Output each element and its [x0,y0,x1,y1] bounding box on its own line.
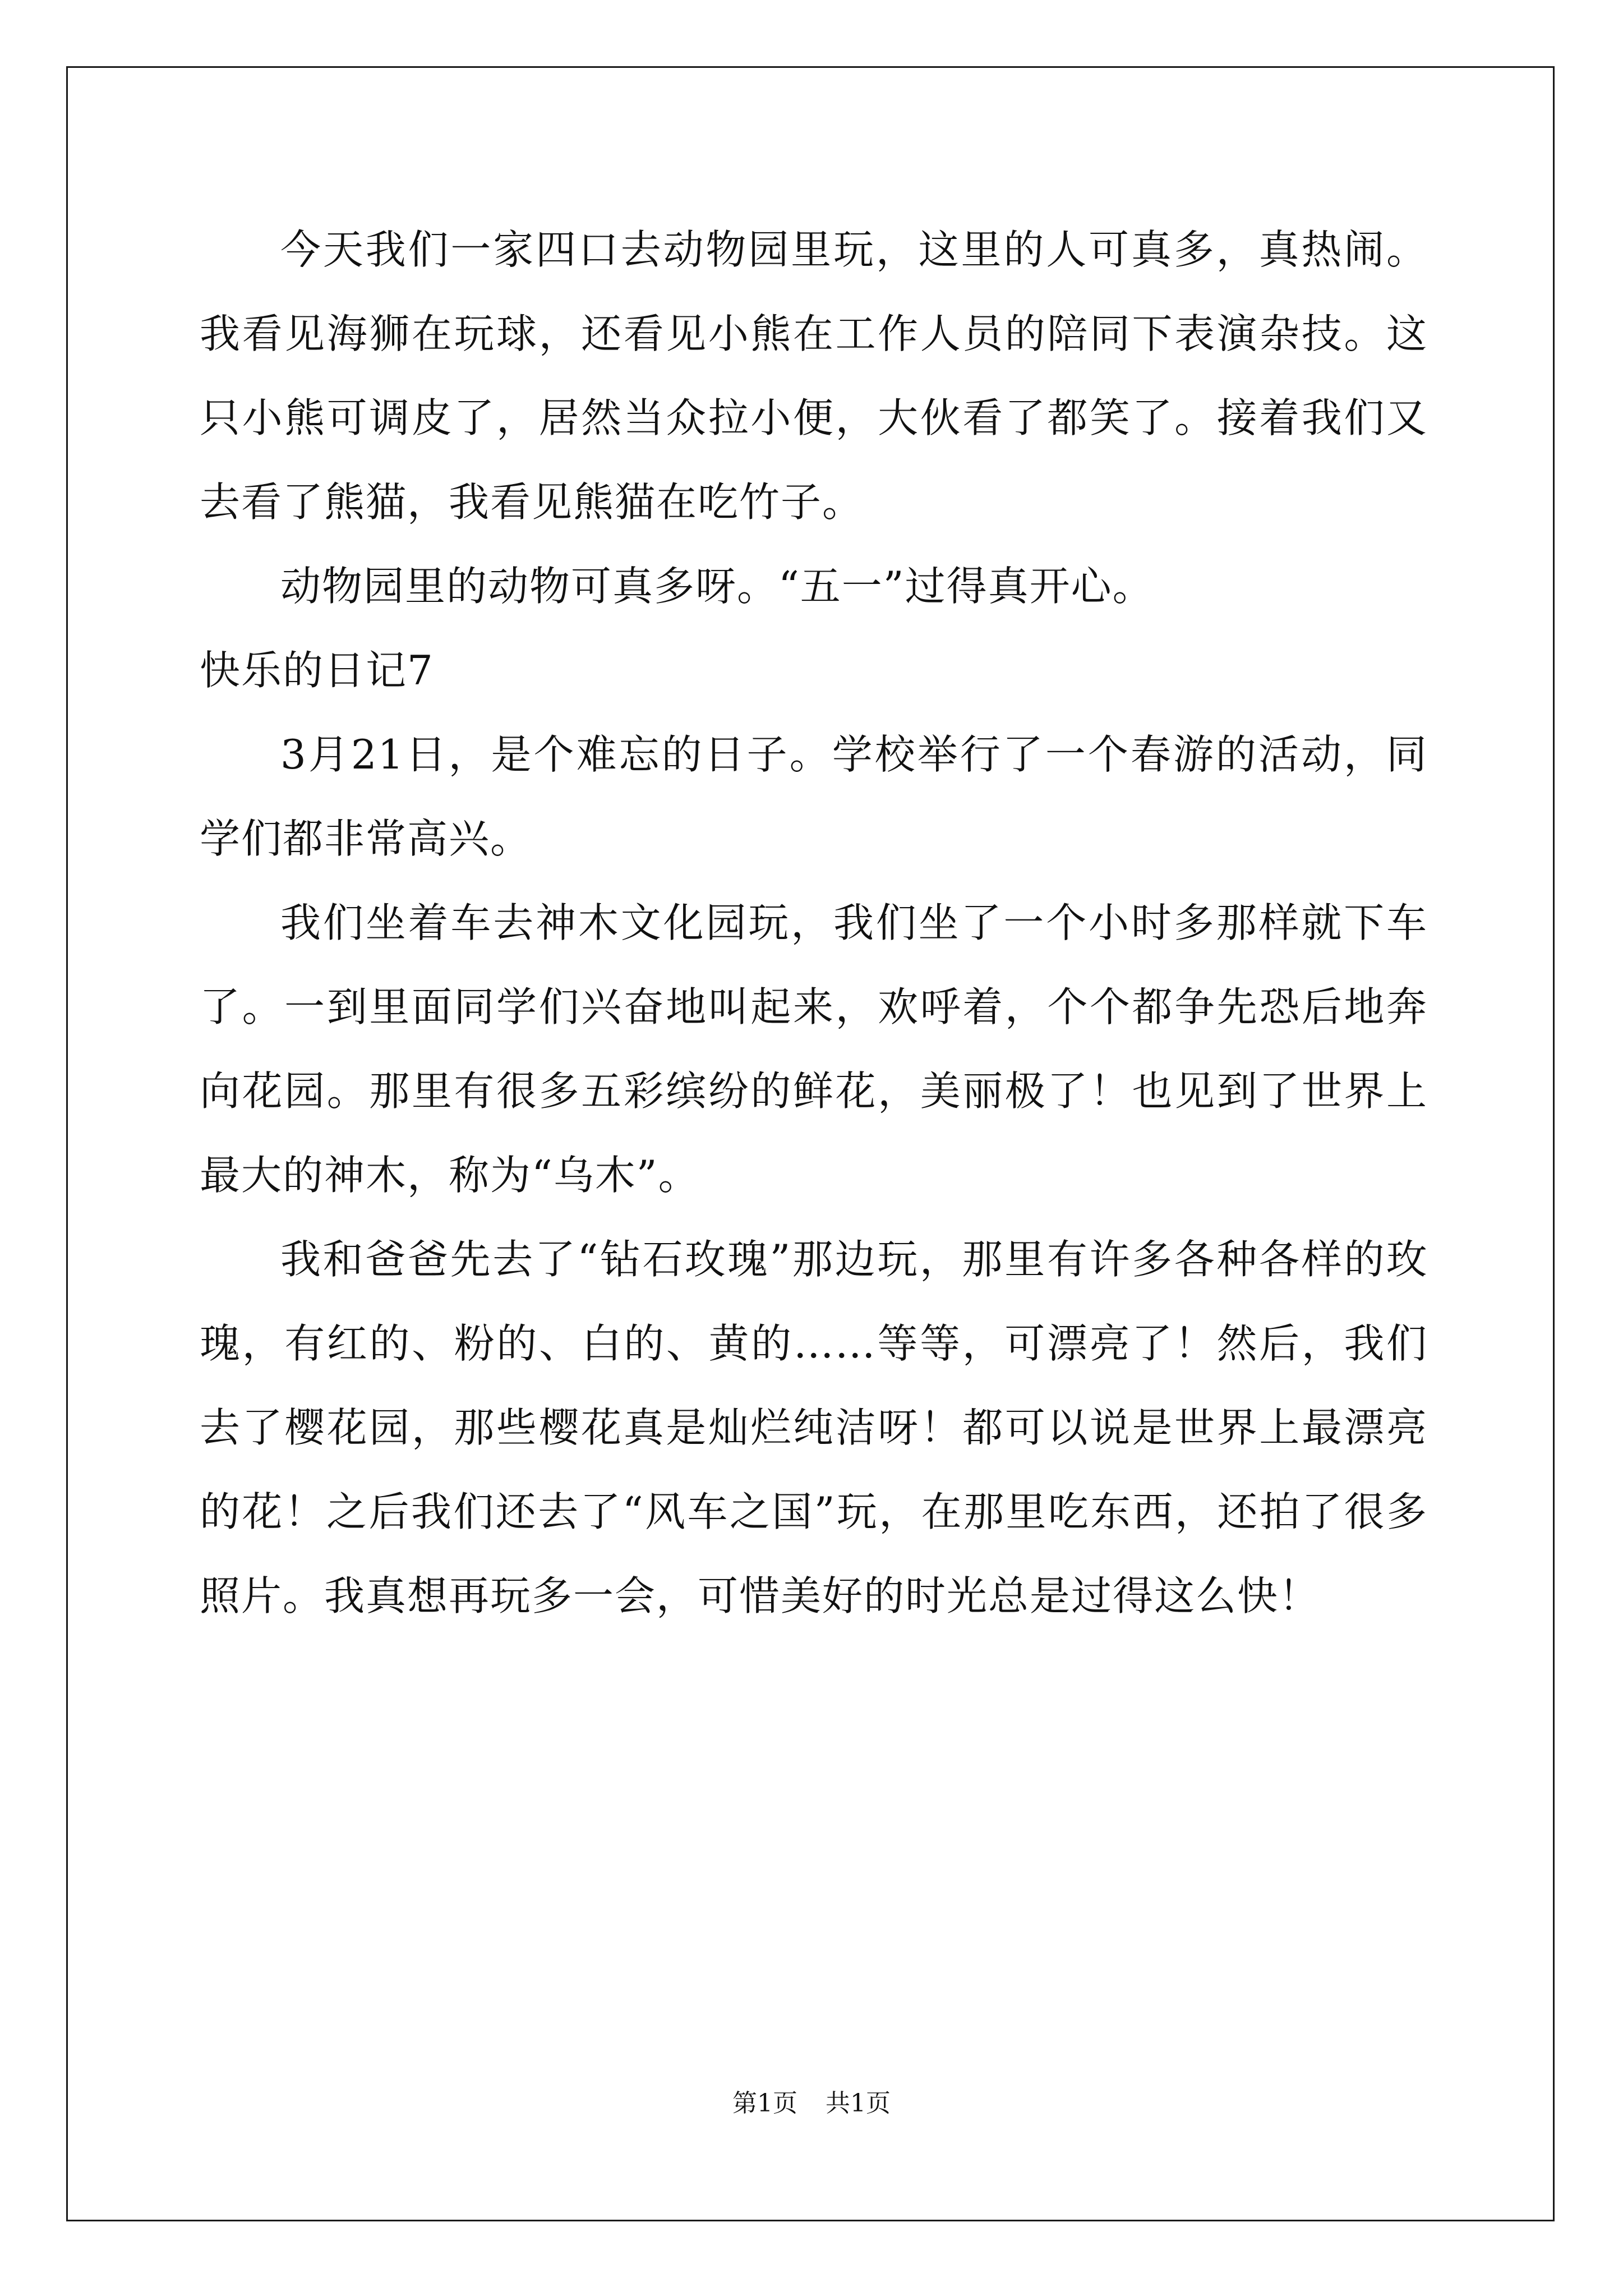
page-number-current: 第1页 [732,2089,797,2118]
paragraph-culture-park: 我们坐着车去神木文化园玩，我们坐了一个小时多那样就下车了。一到里面同学们兴奋地叫起来，欢呼着，个个都争先恐后地奔向花园。那里有很多五彩缤纷的鲜花，美丽极了！也见到了世界上最大的神木，称为“乌木”。 [200,899,1428,1199]
paragraph-zoo-visit: 今天我们一家四口去动物园里玩，这里的人可真多，真热闹。我看见海狮在玩球，还看见小熊在工作人员的陪同下表演杂技。这只小熊可调皮了，居然当众拉小便，大伙看了都笑了。接着我们又去看了熊猫，我看见熊猫在吃竹子。 [200,226,1428,526]
page-number-total: 共1页 [826,2089,891,2118]
paragraph-rose-garden: 我和爸爸先去了“钻石玫瑰”那边玩，那里有许多各种各样的玫瑰，有红的、粉的、白的、黄的……等等，可漂亮了！然后，我们去了樱花园，那些樱花真是灿烂纯洁呀！都可以说是世界上最漂亮的花！之后我们还去了“风车之国”玩，在那里吃东西，还拍了很多照片。我真想再玩多一会，可惜美好的时光总是过得这么快！ [200,1236,1428,1619]
paragraph-spring-outing-date: 3月21日，是个难忘的日子。学校举行了一个春游的活动，同学们都非常高兴。 [200,731,1428,862]
page-footer [0,2087,1623,2120]
paragraph-zoo-summary: 动物园里的动物可真多呀。“五一”过得真开心。 [280,563,1154,610]
section-heading: 快乐的日记7 [200,647,434,694]
document-body [200,208,1428,1638]
